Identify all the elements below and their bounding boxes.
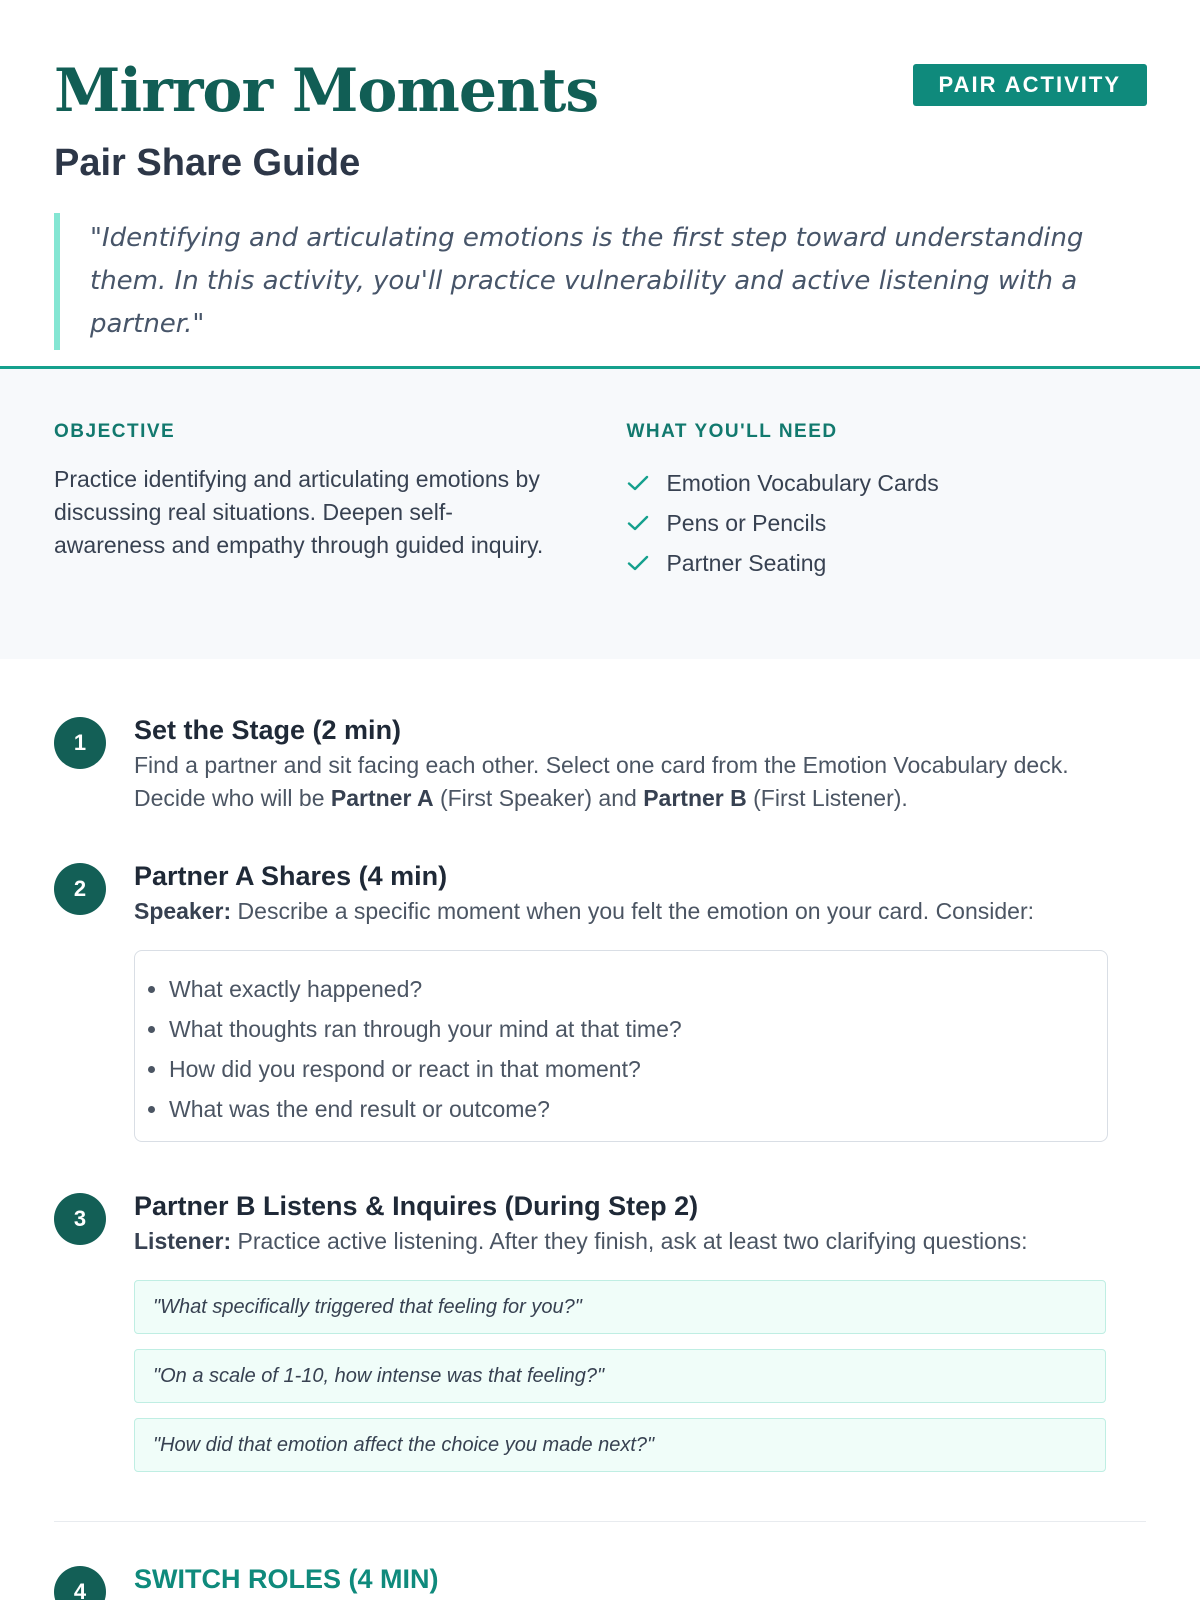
step-number: 4	[54, 1566, 106, 1600]
step-number: 2	[54, 863, 106, 915]
step-title: SWITCH ROLES (4 MIN)	[134, 1564, 439, 1594]
check-icon	[626, 471, 650, 495]
info-panel	[0, 369, 1200, 659]
needs-section	[626, 421, 1146, 659]
step-2	[54, 857, 1146, 1187]
step-text: Find a partner and sit facing each other. Select one card from the Emotion Vocabulary deck. Decide who will be	[134, 752, 1069, 811]
step-text: Describe a specific moment when you felt the emotion on your card. Consider:	[231, 898, 1035, 924]
partner-b-label: Partner B	[643, 785, 747, 811]
list-item: • What was the end result or outcome?	[169, 1089, 1107, 1129]
step-text: (First Speaker) and	[433, 785, 644, 811]
step-number: 1	[54, 717, 106, 769]
step-text: Practice active listening. After they finish, ask at least two clarifying questions:	[231, 1228, 1028, 1254]
question-card: "What specifically triggered that feeling for you?"	[134, 1280, 1106, 1334]
list-item: • What exactly happened?	[169, 969, 1107, 1009]
check-icon	[626, 511, 650, 535]
page-subtitle: Pair Share Guide	[54, 142, 361, 184]
needs-item-label: Emotion Vocabulary Cards	[666, 470, 939, 496]
needs-list	[626, 463, 1146, 583]
partner-a-label: Partner A	[330, 785, 434, 811]
needs-item-label: Partner Seating	[666, 550, 827, 576]
needs-item	[626, 543, 1146, 583]
check-icon	[626, 551, 650, 575]
step-3	[54, 1187, 1146, 1521]
objective-text: Practice identifying and articulating emotions by discussing real situations. Deepen self-awareness and empathy through guided inquiry.	[54, 466, 544, 558]
question-card: "How did that emotion affect the choice you made next?"	[134, 1418, 1106, 1472]
steps-list	[0, 659, 1200, 1600]
activity-badge: PAIR ACTIVITY	[913, 64, 1147, 106]
list-item: • How did you respond or react in that moment?	[169, 1049, 1107, 1089]
needs-item-label: Pens or Pencils	[666, 510, 827, 536]
step-description	[134, 1225, 1146, 1258]
page-title: Mirror Moments	[54, 56, 599, 126]
prompt-list-box	[134, 950, 1108, 1142]
step-title: Set the Stage (2 min)	[134, 715, 402, 745]
needs-item	[626, 503, 1146, 543]
step-description	[134, 749, 1146, 815]
step-text: (First Listener).	[746, 785, 908, 811]
question-card: "On a scale of 1-10, how intense was that feeling?"	[134, 1349, 1106, 1403]
intro-quote: "Identifying and articulating emotions is the first step toward understanding them. In this activity, you'll practice vulnerability and active listening with a partner."	[54, 213, 1146, 350]
step-divider	[54, 1521, 1146, 1522]
objective-heading: OBJECTIVE	[54, 421, 176, 442]
objective-section	[54, 421, 626, 659]
step-1	[54, 711, 1146, 857]
speaker-label: Speaker:	[134, 898, 232, 924]
needs-item	[626, 463, 1146, 503]
step-title: Partner A Shares (4 min)	[134, 861, 448, 891]
step-4	[54, 1560, 1146, 1600]
step-title: Partner B Listens & Inquires (During Step 2)	[134, 1191, 699, 1221]
prompt-list	[143, 969, 1107, 1129]
step-number: 3	[54, 1193, 106, 1245]
needs-heading: WHAT YOU'LL NEED	[626, 421, 838, 442]
listener-label: Listener:	[134, 1228, 232, 1254]
step-description	[134, 895, 1146, 928]
list-item: • What thoughts ran through your mind at that time?	[169, 1009, 1107, 1049]
header	[0, 0, 1200, 366]
